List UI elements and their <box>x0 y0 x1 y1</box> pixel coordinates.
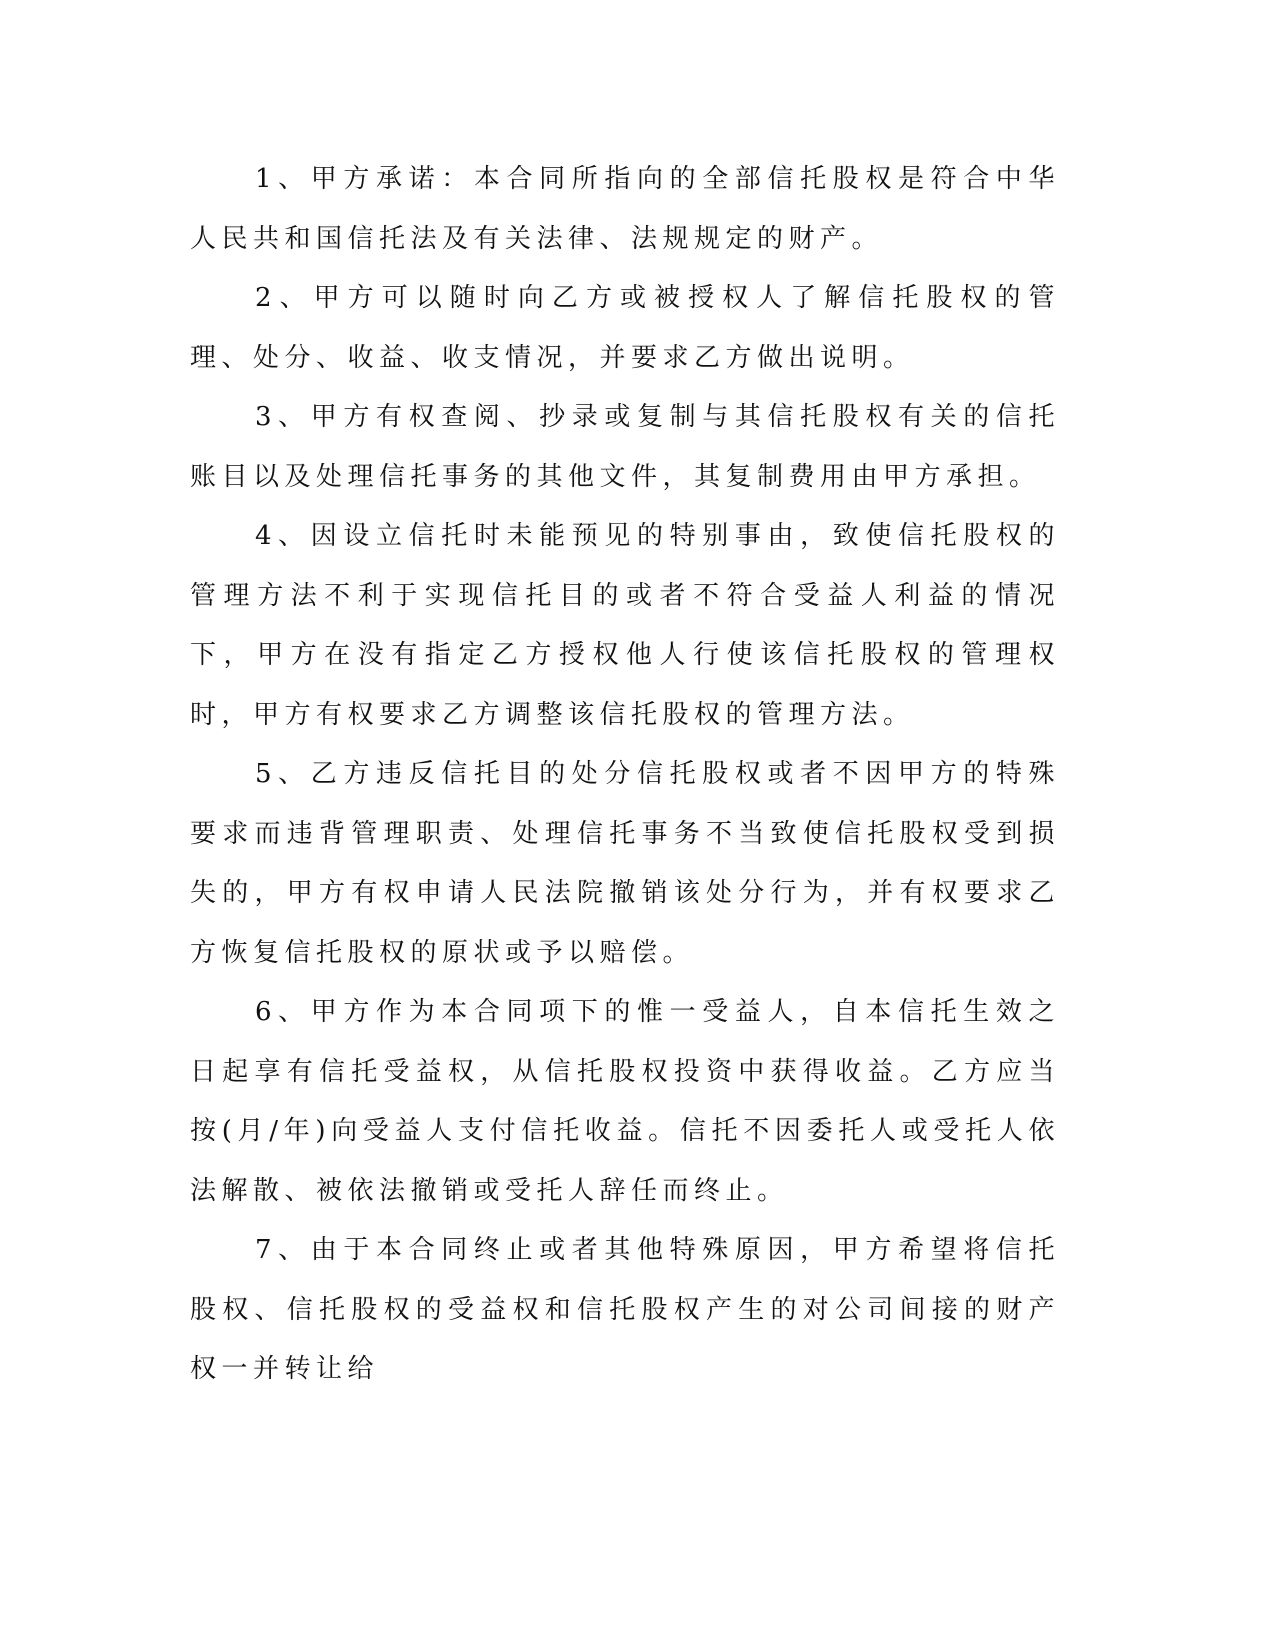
clause-5-paragraph: 5、乙方违反信托目的处分信托股权或者不因甲方的特殊要求而违背管理职责、处理信托事务不当致使信托股权受到损失的，甲方有权申请人民法院撤销该处分行为，并有权要求乙方恢复信托股权的原状或予以赔偿。 <box>190 759 1060 968</box>
document-page <box>190 150 1060 1400</box>
clause-3-paragraph: 3、甲方有权查阅、抄录或复制与其信托股权有关的信托账目以及处理信托事务的其他文件，其复制费用由甲方承担。 <box>190 402 1060 492</box>
clause-2-paragraph: 2、甲方可以随时向乙方或被授权人了解信托股权的管理、处分、收益、收支情况，并要求乙方做出说明。 <box>190 283 1060 373</box>
clause-6-paragraph: 6、甲方作为本合同项下的惟一受益人，自本信托生效之日起享有信托受益权，从信托股权投资中获得收益。乙方应当按(月/年)向受益人支付信托收益。信托不因委托人或受托人依法解散、被依法撤销或受托人辞任而终止。 <box>190 997 1060 1206</box>
clause-4-paragraph: 4、因设立信托时未能预见的特别事由，致使信托股权的管理方法不利于实现信托目的或者不符合受益人利益的情况下，甲方在没有指定乙方授权他人行使该信托股权的管理权时，甲方有权要求乙方调整该信托股权的管理方法。 <box>190 521 1060 730</box>
clause-1-paragraph: 1、甲方承诺：本合同所指向的全部信托股权是符合中华人民共和国信托法及有关法律、法规规定的财产。 <box>190 164 1060 254</box>
clause-7-paragraph: 7、由于本合同终止或者其他特殊原因，甲方希望将信托股权、信托股权的受益权和信托股权产生的对公司间接的财产权一并转让给 <box>190 1235 1060 1384</box>
